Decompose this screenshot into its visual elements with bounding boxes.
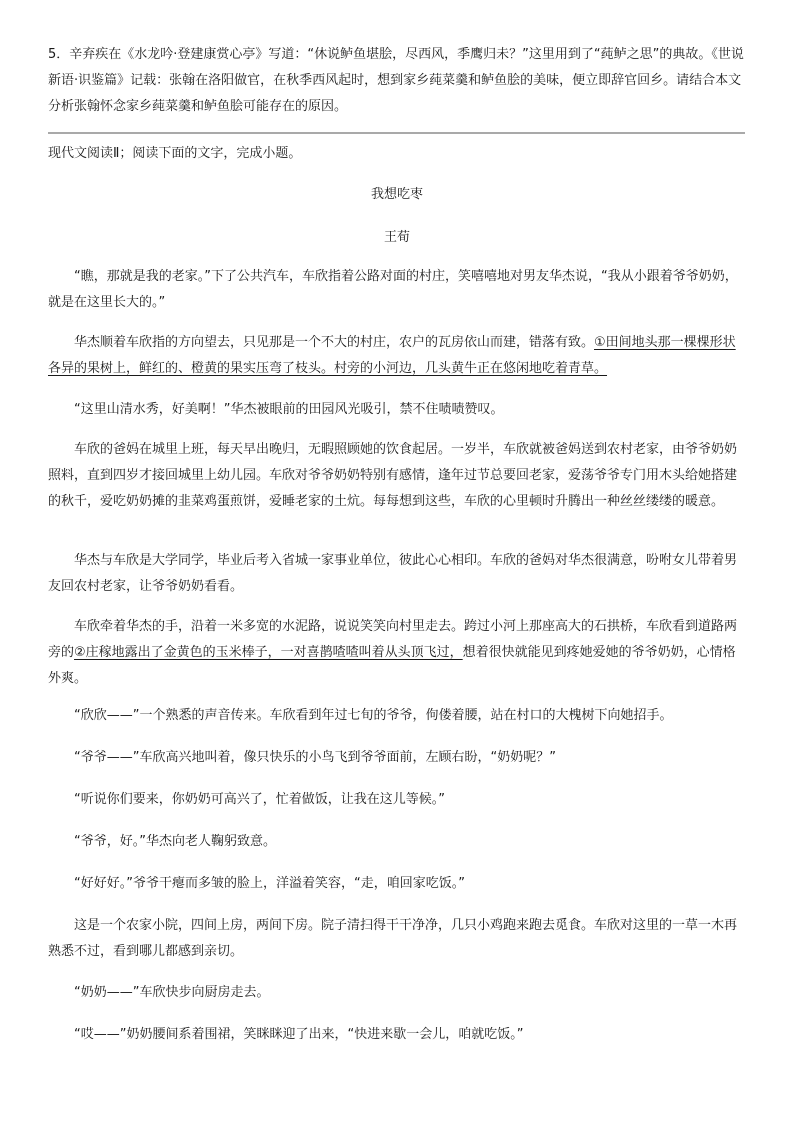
paragraph-6 [48,614,748,692]
paragraph-8: “爷爷——”车欣高兴地叫着，像只快乐的小鸟飞到爷爷面前，左顾右盼，“奶奶呢？” [74,750,556,765]
article-author: 王荀 [383,230,410,245]
section-heading: 现代文阅读Ⅱ；阅读下面的文字，完成小题。 [48,146,302,161]
question-5: 5．辛弃疾在《水龙吟·登建康赏心亭》写道：“休说鲈鱼堪脍，尽西风，季鹰归未？”这里用到了“莼鲈之思”的典故。《世说新语·识鉴篇》记载：张翰在洛阳做官，在秋季西风起时，想到家乡莼菜羹和鲈鱼脍的美味，便立即辞官回乡。请结合本文分析张翰怀念家乡莼菜羹和鲈鱼脍可能存在的原因。 [48,47,744,114]
paragraph-6-tail: 想着很快就能见到疼她爱她的爷爷奶奶，心情格外爽。 [48,645,736,686]
paragraph-3: “这里山清水秀，好美啊！”华杰被眼前的田园风光吸引，禁不住啧啧赞叹。 [74,402,504,417]
paragraph-2 [48,330,748,382]
article-title: 我想吃枣 [370,187,423,202]
paragraph-13: “奶奶——”车欣快步向厨房走去。 [74,985,270,1000]
paragraph-4: 车欣的爸妈在城里上班，每天早出晚归，无暇照顾她的饮食起居。一岁半，车欣就被爸妈送到农村老家，由爷爷奶奶照料，直到四岁才接回城里上幼儿园。车欣对爷爷奶奶特别有感情，逢年过节总要回老家，爱荡爷爷专门用木头给她搭建的秋千，爱吃奶奶摊的韭菜鸡蛋煎饼，爱睡老家的土炕。每每想到这些，车欣的心里顿时升腾出一种丝丝缕缕的暖意。 [48,442,738,509]
paragraph-9: “听说你们要来，你奶奶可高兴了，忙着做饭，让我在这儿等候。” [74,792,445,807]
paragraph-12: 这是一个农家小院，四间上房，两间下房。院子清扫得干干净净，几只小鸡跑来跑去觅食。车欣对这里的一草一木再熟悉不过，看到哪儿都感到亲切。 [48,918,738,959]
paragraph-2-text: 华杰顺着车欣指的方向望去，只见那是一个不大的村庄，农户的瓦房依山而建，错落有致。 [74,335,595,350]
paragraph-1: “瞧，那就是我的老家。”下了公共汽车，车欣指着公路对面的村庄，笑嘻嘻地对男友华杰说，“我从小跟着爷爷奶奶，就是在这里长大的。” [48,269,738,310]
paragraph-11: “好好好。”爷爷干瘪而多皱的脸上，洋溢着笑容，“走，咱回家吃饭。” [74,876,465,891]
paragraph-7: “欣欣——”一个熟悉的声音传来。车欣看到年过七旬的爷爷，佝偻着腰，站在村口的大槐树下向她招手。 [74,708,673,723]
paragraph-5: 华杰与车欣是大学同学，毕业后考入省城一家事业单位，彼此心心相印。车欣的爸妈对华杰很满意，吩咐女儿带着男友回农村老家，让爷爷奶奶看看。 [48,553,738,594]
section-divider [48,132,745,134]
paragraph-6-text: 车欣牵着华杰的手，沿着一米多宽的水泥路，说说笑笑向村里走去。跨过小河上那座高大的石拱桥，车欣看到道路两旁的 [48,619,738,660]
underlined-passage-2: ②庄稼地露出了金黄色的玉米棒子，一对喜鹊喳喳叫着从头顶飞过， [74,645,463,660]
paragraph-14: “哎——”奶奶腰间系着围裙，笑眯眯迎了出来，“快进来歇一会儿，咱就吃饭。” [74,1027,524,1042]
paragraph-10: “爷爷，好。”华杰向老人鞠躬致意。 [74,834,276,849]
underlined-passage-1: ①田间地头那一棵棵形状各异的果树上，鲜红的、橙黄的果实压弯了枝头。村旁的小河边，几头黄牛正在悠闲地吃着青草。 [48,335,736,376]
